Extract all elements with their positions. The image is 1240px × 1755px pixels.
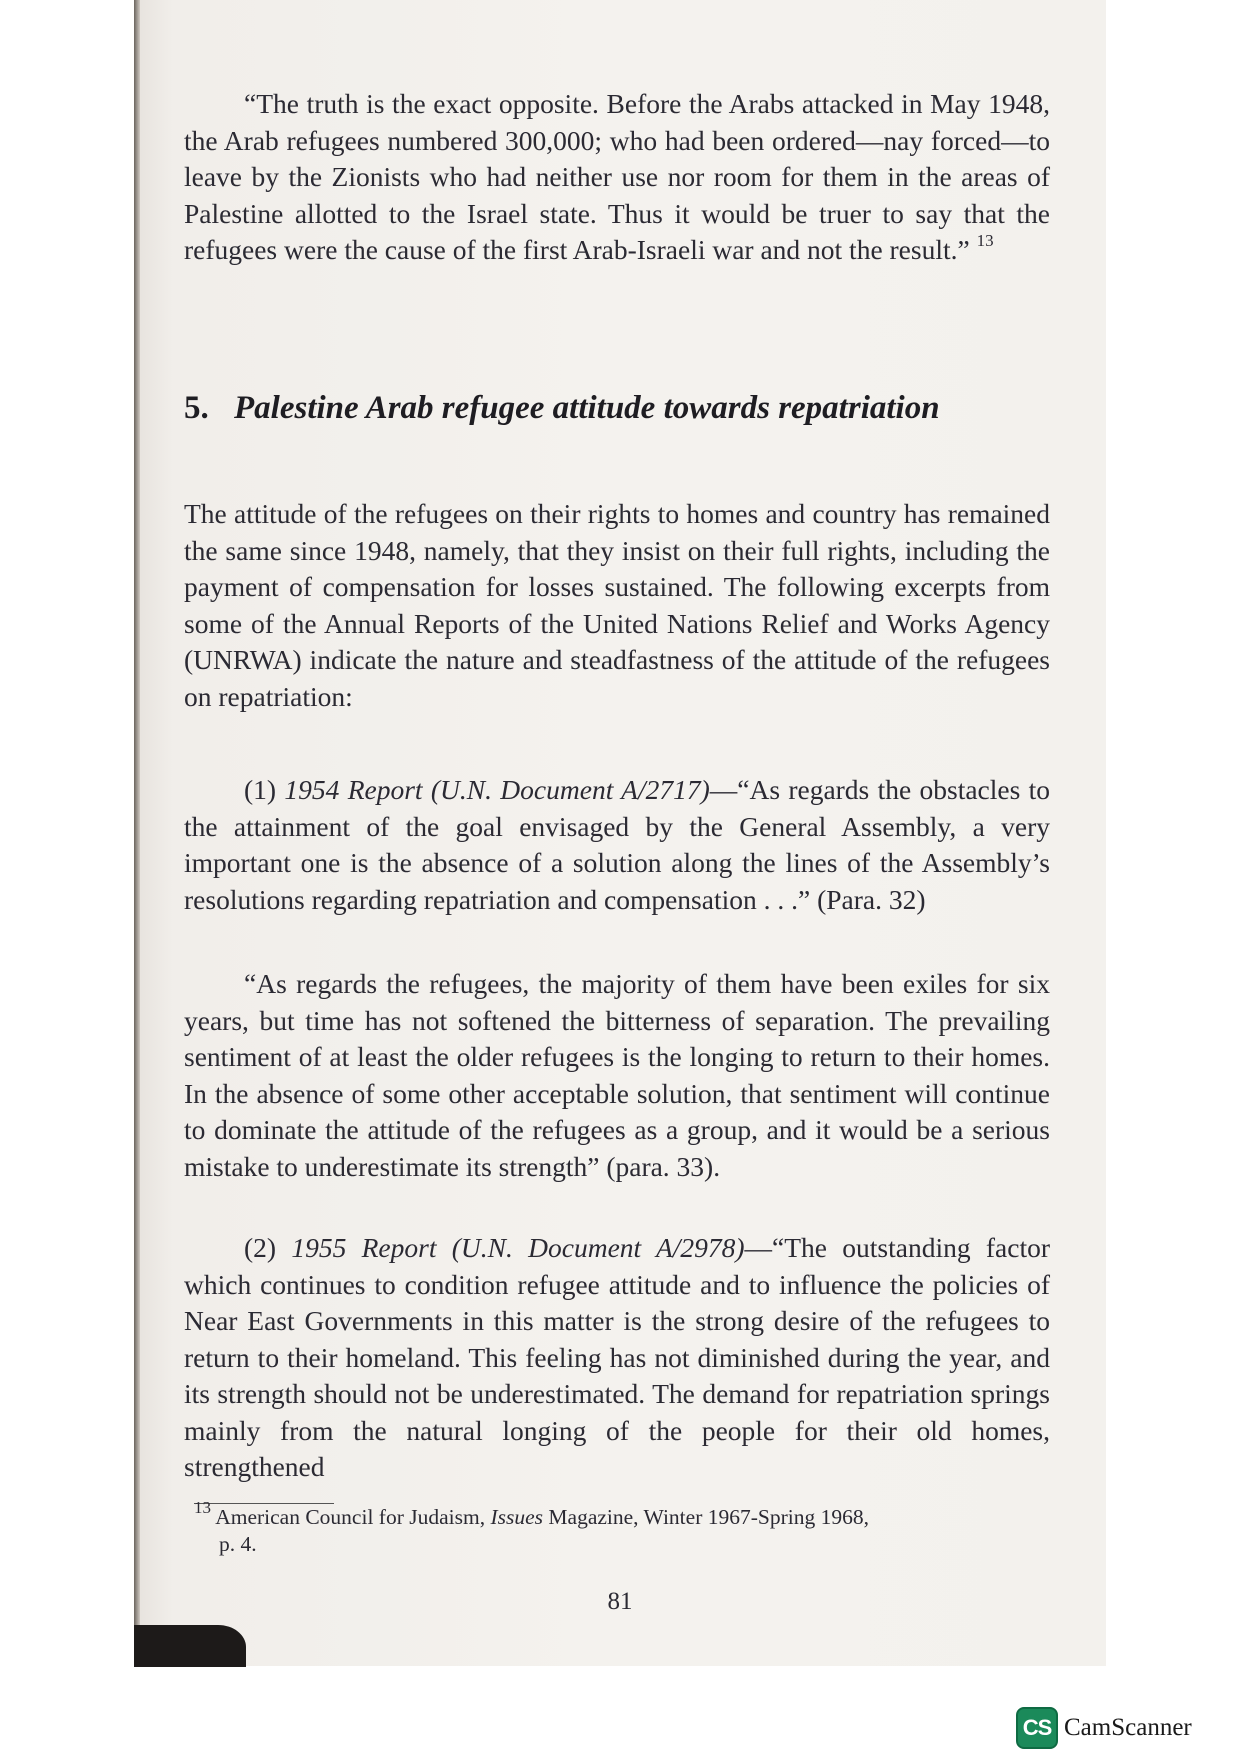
page-number: 81 xyxy=(607,1588,633,1615)
report-1954-continuation: “As regards the refugees, the majority of them have been exiles for six years, but time has not softened the bitterness of separation. The prevailing sentiment of at least the older refugees is the longing to return to their homes. In the absence of some other acceptable solution, that sentiment will continue to dominate the attitude of the refugees as a group, and it would be a serious mistake to underestimate its strength” (para. 33). xyxy=(184,968,1050,1182)
camscanner-logo-icon: CS xyxy=(1016,1707,1058,1749)
footnote-rest: Magazine, Winter 1967-Spring 1968, xyxy=(543,1505,869,1529)
footnote-publication: Issues xyxy=(490,1505,544,1529)
section-heading xyxy=(184,388,1050,428)
report-1954-title: 1954 Report (U.N. Document A/2717) xyxy=(284,774,710,805)
camscanner-label: CamScanner xyxy=(1064,1714,1192,1741)
footnote-reference: 13 xyxy=(976,230,994,250)
report-1954-label: (1) xyxy=(244,774,277,805)
section-title: Palestine Arab refugee attitude towards repatriation xyxy=(234,390,940,426)
report-1954-paragraph xyxy=(184,772,1050,918)
footnote-marker: 13 xyxy=(194,1497,211,1517)
quote-text: “The truth is the exact opposite. Before the Arabs attacked in May 1948, the Arab refugees numbered 300,000; who had been ordered—nay forced—to leave by the Zionists who had neither use nor room for them in the areas of Palestine allotted to the Israel state. Thus it would be truer to say that the refugees were the cause of the first Arab-Israeli war and not the result.” xyxy=(184,88,1050,265)
report-1955-text: —“The outstanding factor which continues to condition refugee attitude and to influence the policies of Near East Governments in this matter is the strong desire of the refugees to return to their homeland. This feeling has not diminished during the year, and its strength should not be underestimated. The demand for repatriation springs mainly from the natural longing of the people for their old homes, strengthened xyxy=(184,1232,1051,1482)
section-number: 5. xyxy=(184,390,209,426)
footnote-pages: p. 4. xyxy=(219,1532,257,1556)
footnote xyxy=(194,1497,1054,1558)
book-binding-shadow xyxy=(134,1625,246,1667)
report-1955-paragraph xyxy=(184,1230,1050,1486)
quote-paragraph xyxy=(184,86,1050,269)
book-page xyxy=(134,0,1106,1666)
report-1955-label: (2) xyxy=(244,1232,277,1263)
camscanner-watermark xyxy=(1016,1706,1192,1750)
footnote-source: American Council for Judaism, xyxy=(215,1505,491,1529)
report-1955-title: 1955 Report (U.N. Document A/2978) xyxy=(291,1232,745,1263)
attitude-paragraph: The attitude of the refugees on their rights to homes and country has remained the same since 1948, namely, that they insist on their full rights, including the payment of compensation for losses sustained. The following excerpts from some of the Annual Reports of the United Nations Relief and Works Agency (UNRWA) indicate the nature and steadfastness of the attitude of the refugees on repatriation: xyxy=(184,498,1050,712)
report-1954-text: —“As regards the obstacles to the attainment of the goal envisaged by the General Assembly, a very important one is the absence of a solution along the lines of the Assembly’s resolutions regarding repatriation and compensation . . .” (Para. 32) xyxy=(184,774,1050,915)
